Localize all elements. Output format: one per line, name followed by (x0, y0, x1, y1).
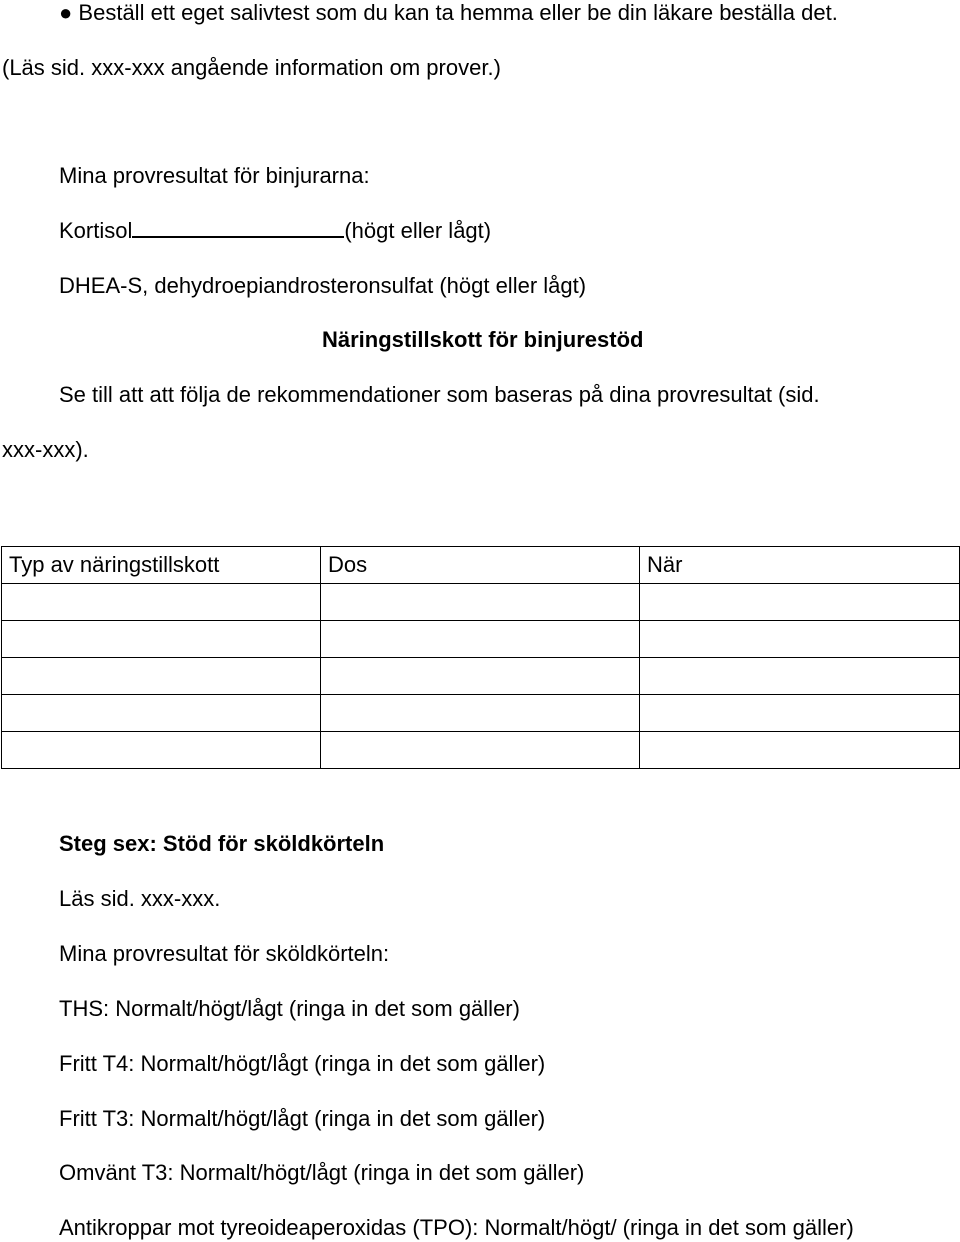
adrenal-advice-line-2: xxx-xxx). (2, 437, 89, 462)
thyroid-test-reverse-t3: Omvänt T3: Normalt/högt/lågt (ringa in det som gäller) (59, 1160, 585, 1185)
header-dose: Dos (321, 547, 640, 584)
kortisol-line (59, 218, 491, 244)
table-cell[interactable] (321, 658, 640, 695)
adrenal-results-heading: Mina provresultat för binjurarna: (59, 163, 370, 188)
thyroid-test-t3: Fritt T3: Normalt/högt/lågt (ringa in det som gäller) (59, 1106, 546, 1131)
thyroid-results-heading: Mina provresultat för sköldkörteln: (59, 941, 390, 966)
table-row (2, 584, 960, 621)
thyroid-test-tpo: Antikroppar mot tyreoideaperoxidas (TPO): Normalt/högt/ (ringa in det som gäller) (59, 1215, 854, 1240)
table-cell[interactable] (2, 658, 321, 695)
bullet-icon: ● (59, 0, 73, 25)
table-cell[interactable] (2, 695, 321, 732)
table-row (2, 658, 960, 695)
table-cell[interactable] (640, 732, 960, 769)
thyroid-test-ths: THS: Normalt/högt/lågt (ringa in det som gäller) (59, 996, 520, 1021)
table-cell[interactable] (640, 584, 960, 621)
adrenal-section-title: Näringstillskott för binjurestöd (322, 327, 644, 352)
table-cell[interactable] (640, 621, 960, 658)
table-cell[interactable] (640, 695, 960, 732)
table-header-row (2, 547, 960, 584)
table-row (2, 695, 960, 732)
table-row (2, 621, 960, 658)
table-cell[interactable] (2, 621, 321, 658)
header-supplement-type: Typ av näringstillskott (2, 547, 321, 584)
table-cell[interactable] (321, 732, 640, 769)
thyroid-step-title: Steg sex: Stöd för sköldkörteln (59, 831, 385, 856)
supplement-table (1, 546, 960, 769)
table-cell[interactable] (321, 695, 640, 732)
kortisol-blank-field[interactable] (132, 218, 344, 238)
adrenal-advice-line-1: Se till att att följa de rekommendationer som baseras på dina provresultat (sid. (59, 382, 820, 407)
kortisol-label: Kortisol (59, 218, 133, 243)
table-cell[interactable] (321, 584, 640, 621)
kortisol-suffix: (högt eller lågt) (344, 218, 492, 243)
table-cell[interactable] (640, 658, 960, 695)
header-when: När (640, 547, 960, 584)
bullet-text: Beställ ett eget salivtest som du kan ta hemma eller be din läkare beställa det. (78, 0, 838, 25)
table-cell[interactable] (321, 621, 640, 658)
bullet-item (59, 0, 838, 26)
dhea-line: DHEA-S, dehydroepiandrosteronsulfat (högt eller lågt) (59, 273, 587, 298)
prover-reference: (Läs sid. xxx-xxx angående information om prover.) (2, 55, 501, 80)
table-cell[interactable] (2, 584, 321, 621)
thyroid-reference: Läs sid. xxx-xxx. (59, 886, 221, 911)
thyroid-test-t4: Fritt T4: Normalt/högt/lågt (ringa in det som gäller) (59, 1051, 546, 1076)
table-cell[interactable] (2, 732, 321, 769)
table-row (2, 732, 960, 769)
